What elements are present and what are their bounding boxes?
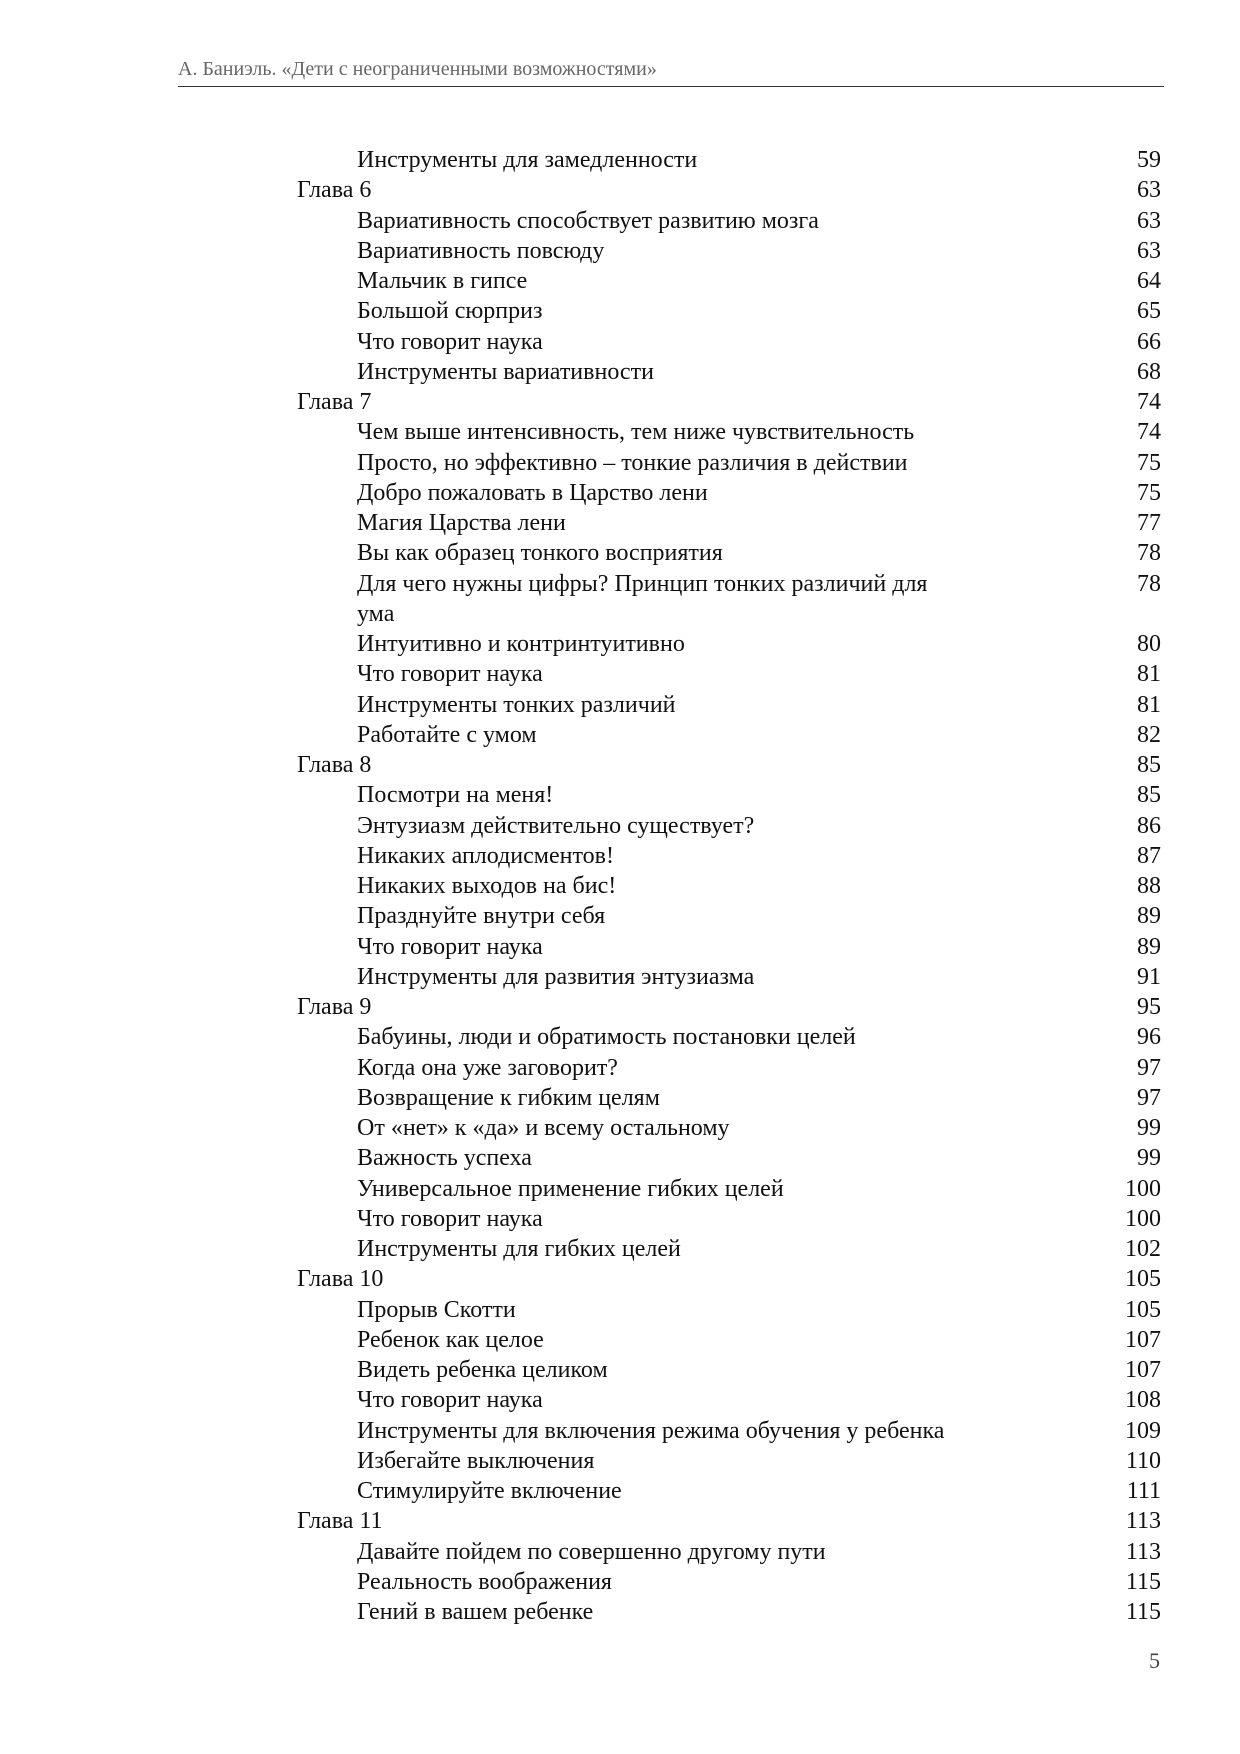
toc-entry-page-number: 89	[1137, 933, 1161, 960]
toc-section-row	[0, 1476, 1240, 1506]
toc-section-row	[0, 690, 1240, 720]
toc-section-row	[0, 1143, 1240, 1173]
running-title: А. Баниэль. «Дети с неограниченными возможностями»	[178, 58, 657, 80]
toc-entry-title: Инструменты для замедленности	[357, 147, 698, 173]
toc-section-row	[0, 508, 1240, 538]
toc-entry-page-number: 102	[1125, 1236, 1161, 1262]
toc-entry-title: Что говорит наука	[357, 328, 543, 355]
toc-entry-page-number: 97	[1137, 1084, 1161, 1111]
toc-section-row	[0, 932, 1240, 962]
toc-section-row	[0, 901, 1240, 931]
toc-entry-title: Посмотри на меня!	[357, 782, 554, 809]
toc-entry-title: Глава 11	[297, 1508, 383, 1535]
toc-section-row	[0, 871, 1240, 901]
toc-entry-title: Видеть ребенка целиком	[357, 1357, 608, 1383]
toc-entry-page-number: 99	[1137, 1145, 1161, 1172]
toc-section-row	[0, 780, 1240, 810]
toc-entry-page-number: 81	[1137, 691, 1161, 718]
toc-chapter-row	[0, 992, 1240, 1022]
toc-entry-title: Стимулируйте включение	[357, 1478, 622, 1504]
toc-entry-title: Инструменты тонких различий	[357, 691, 676, 718]
toc-entry-title: Никаких аплодисментов!	[357, 842, 614, 869]
toc-entry-title: Мальчик в гипсе	[357, 268, 528, 294]
toc-entry-page-number: 77	[1137, 510, 1161, 536]
toc-entry-title: Когда она уже заговорит?	[357, 1054, 618, 1081]
toc-entry-page-number: 64	[1137, 268, 1161, 294]
toc-entry-page-number: 66	[1137, 328, 1161, 355]
toc-section-row	[0, 1174, 1240, 1204]
toc-entry-title: Глава 10	[297, 1266, 384, 1293]
toc-section-row	[0, 296, 1240, 326]
toc-section-row	[0, 962, 1240, 992]
toc-section-row	[0, 1053, 1240, 1083]
toc-section-row	[0, 1083, 1240, 1113]
toc-entry-page-number: 65	[1137, 298, 1161, 325]
toc-section-row	[0, 1295, 1240, 1325]
toc-entry-page-number: 78	[1137, 540, 1161, 567]
toc-section-row	[0, 1597, 1240, 1627]
toc-entry-page-number: 78	[1137, 570, 1161, 597]
table-of-contents	[0, 145, 1240, 1627]
toc-section-row	[0, 1416, 1240, 1446]
toc-section-row	[0, 659, 1240, 689]
toc-section-row	[0, 327, 1240, 357]
toc-entry-title: Глава 6	[297, 177, 372, 204]
toc-entry-page-number: 99	[1137, 1115, 1161, 1141]
toc-section-row	[0, 448, 1240, 478]
toc-entry-title: Вариативность повсюду	[357, 237, 605, 264]
toc-section-row	[0, 1537, 1240, 1567]
toc-entry-page-number: 81	[1137, 661, 1161, 688]
toc-entry-title: Просто, но эффективно – тонкие различия в действии	[357, 449, 908, 476]
toc-entry-page-number: 80	[1137, 631, 1161, 657]
toc-entry-title: Прорыв Скотти	[357, 1296, 516, 1323]
toc-entry-page-number: 85	[1137, 782, 1161, 809]
toc-entry-title: Вариативность способствует развитию мозга	[357, 207, 819, 234]
toc-entry-title: Инструменты для развития энтузиазма	[357, 963, 755, 990]
toc-chapter-row	[0, 1264, 1240, 1294]
toc-section-row	[0, 236, 1240, 266]
toc-entry-title: От «нет» к «да» и всему остальному	[357, 1115, 730, 1141]
toc-section-row	[0, 811, 1240, 841]
toc-entry-page-number: 89	[1137, 903, 1161, 930]
toc-entry-page-number: 115	[1125, 1568, 1161, 1595]
toc-entry-title: Что говорит наука	[357, 933, 543, 960]
toc-chapter-row	[0, 387, 1240, 417]
toc-section-row	[0, 145, 1240, 175]
toc-entry-page-number: 91	[1137, 963, 1161, 990]
toc-section-row	[0, 266, 1240, 296]
toc-section-row	[0, 1355, 1240, 1385]
toc-section-row	[0, 538, 1240, 568]
toc-entry-title: Работайте с умом	[357, 721, 537, 748]
toc-entry-page-number: 82	[1137, 721, 1161, 748]
toc-entry-title: Универсальное применение гибких целей	[357, 1175, 784, 1202]
toc-entry-page-number: 74	[1137, 389, 1161, 415]
toc-entry-page-number: 110	[1125, 1447, 1161, 1474]
toc-section-row	[0, 720, 1240, 750]
running-header	[178, 56, 1164, 87]
toc-entry-title: Глава 9	[297, 994, 372, 1020]
toc-chapter-row	[0, 1506, 1240, 1536]
toc-entry-page-number: 95	[1137, 994, 1161, 1020]
toc-entry-title: Инструменты для гибких целей	[357, 1236, 681, 1262]
toc-entry-title: Интуитивно и контринтуитивно	[357, 631, 685, 657]
toc-chapter-row	[0, 750, 1240, 780]
toc-entry-title: Инструменты вариативности	[357, 358, 654, 385]
toc-entry-title: Для чего нужны цифры? Принцип тонких различий для ума	[357, 570, 928, 627]
toc-entry-title: Инструменты для включения режима обучения у ребенка	[357, 1417, 945, 1444]
toc-entry-page-number: 108	[1125, 1387, 1161, 1414]
toc-entry-title: Реальность воображения	[357, 1568, 612, 1595]
toc-entry-title: Ребенок как целое	[357, 1326, 544, 1353]
toc-entry-title: Энтузиазм действительно существует?	[357, 812, 755, 839]
toc-entry-page-number: 88	[1137, 873, 1161, 899]
toc-section-row	[0, 1022, 1240, 1052]
toc-entry-title: Празднуйте внутри себя	[357, 903, 606, 930]
toc-entry-page-number: 107	[1125, 1326, 1161, 1353]
toc-entry-title: Гений в вашем ребенке	[357, 1599, 594, 1625]
toc-section-row	[0, 1567, 1240, 1597]
toc-entry-page-number: 115	[1125, 1599, 1161, 1625]
toc-entry-page-number: 113	[1125, 1508, 1161, 1535]
toc-section-row	[0, 1385, 1240, 1415]
toc-section-row	[0, 841, 1240, 871]
toc-section-row	[0, 1325, 1240, 1355]
toc-entry-page-number: 109	[1125, 1417, 1161, 1444]
toc-entry-title: Избегайте выключения	[357, 1447, 595, 1474]
toc-entry-page-number: 63	[1137, 237, 1161, 264]
toc-entry-title: Большой сюрприз	[357, 298, 543, 325]
toc-entry-page-number: 75	[1137, 479, 1161, 506]
toc-entry-title: Магия Царства лени	[357, 510, 566, 536]
toc-section-row	[0, 478, 1240, 508]
toc-entry-page-number: 105	[1125, 1266, 1161, 1293]
toc-chapter-row	[0, 175, 1240, 205]
toc-entry-page-number: 63	[1137, 177, 1161, 204]
toc-entry-page-number: 87	[1137, 842, 1161, 869]
toc-section-row	[0, 206, 1240, 236]
toc-entry-title: Глава 8	[297, 752, 372, 778]
toc-section-row	[0, 1234, 1240, 1264]
toc-entry-title: Вы как образец тонкого восприятия	[357, 540, 723, 567]
toc-section-row	[0, 417, 1240, 447]
toc-entry-page-number: 100	[1125, 1205, 1161, 1232]
toc-entry-title: Давайте пойдем по совершенно другому пути	[357, 1538, 826, 1565]
toc-entry-title: Бабуины, люди и обратимость постановки целей	[357, 1024, 856, 1051]
toc-section-row	[0, 629, 1240, 659]
toc-entry-page-number: 96	[1137, 1024, 1161, 1051]
toc-entry-title: Никаких выходов на бис!	[357, 873, 617, 899]
toc-entry-page-number: 100	[1125, 1175, 1161, 1202]
toc-entry-title: Что говорит наука	[357, 1387, 543, 1414]
toc-entry-page-number: 85	[1137, 752, 1161, 778]
toc-section-row	[0, 357, 1240, 387]
toc-entry-page-number: 97	[1137, 1054, 1161, 1081]
toc-entry-page-number: 113	[1125, 1538, 1161, 1565]
toc-section-row	[0, 1446, 1240, 1476]
toc-entry-title: Глава 7	[297, 389, 372, 415]
toc-section-row	[0, 569, 1240, 630]
toc-section-row	[0, 1204, 1240, 1234]
toc-entry-page-number: 63	[1137, 207, 1161, 234]
toc-entry-page-number: 59	[1137, 147, 1161, 173]
toc-entry-title: Добро пожаловать в Царство лени	[357, 479, 708, 506]
toc-entry-title: Что говорит наука	[357, 1205, 543, 1232]
toc-entry-title: Возвращение к гибким целям	[357, 1084, 660, 1111]
toc-entry-page-number: 75	[1137, 449, 1161, 476]
page-number: 5	[1149, 1648, 1160, 1673]
toc-entry-title: Важность успеха	[357, 1145, 532, 1172]
toc-entry-page-number: 68	[1137, 358, 1161, 385]
toc-section-row	[0, 1113, 1240, 1143]
toc-entry-page-number: 74	[1137, 419, 1161, 446]
toc-entry-page-number: 105	[1125, 1296, 1161, 1323]
toc-entry-title: Чем выше интенсивность, тем ниже чувствительность	[357, 419, 915, 446]
toc-entry-page-number: 107	[1125, 1357, 1161, 1383]
toc-entry-title: Что говорит наука	[357, 661, 543, 688]
toc-entry-page-number: 86	[1137, 812, 1161, 839]
toc-entry-page-number: 111	[1126, 1478, 1161, 1504]
